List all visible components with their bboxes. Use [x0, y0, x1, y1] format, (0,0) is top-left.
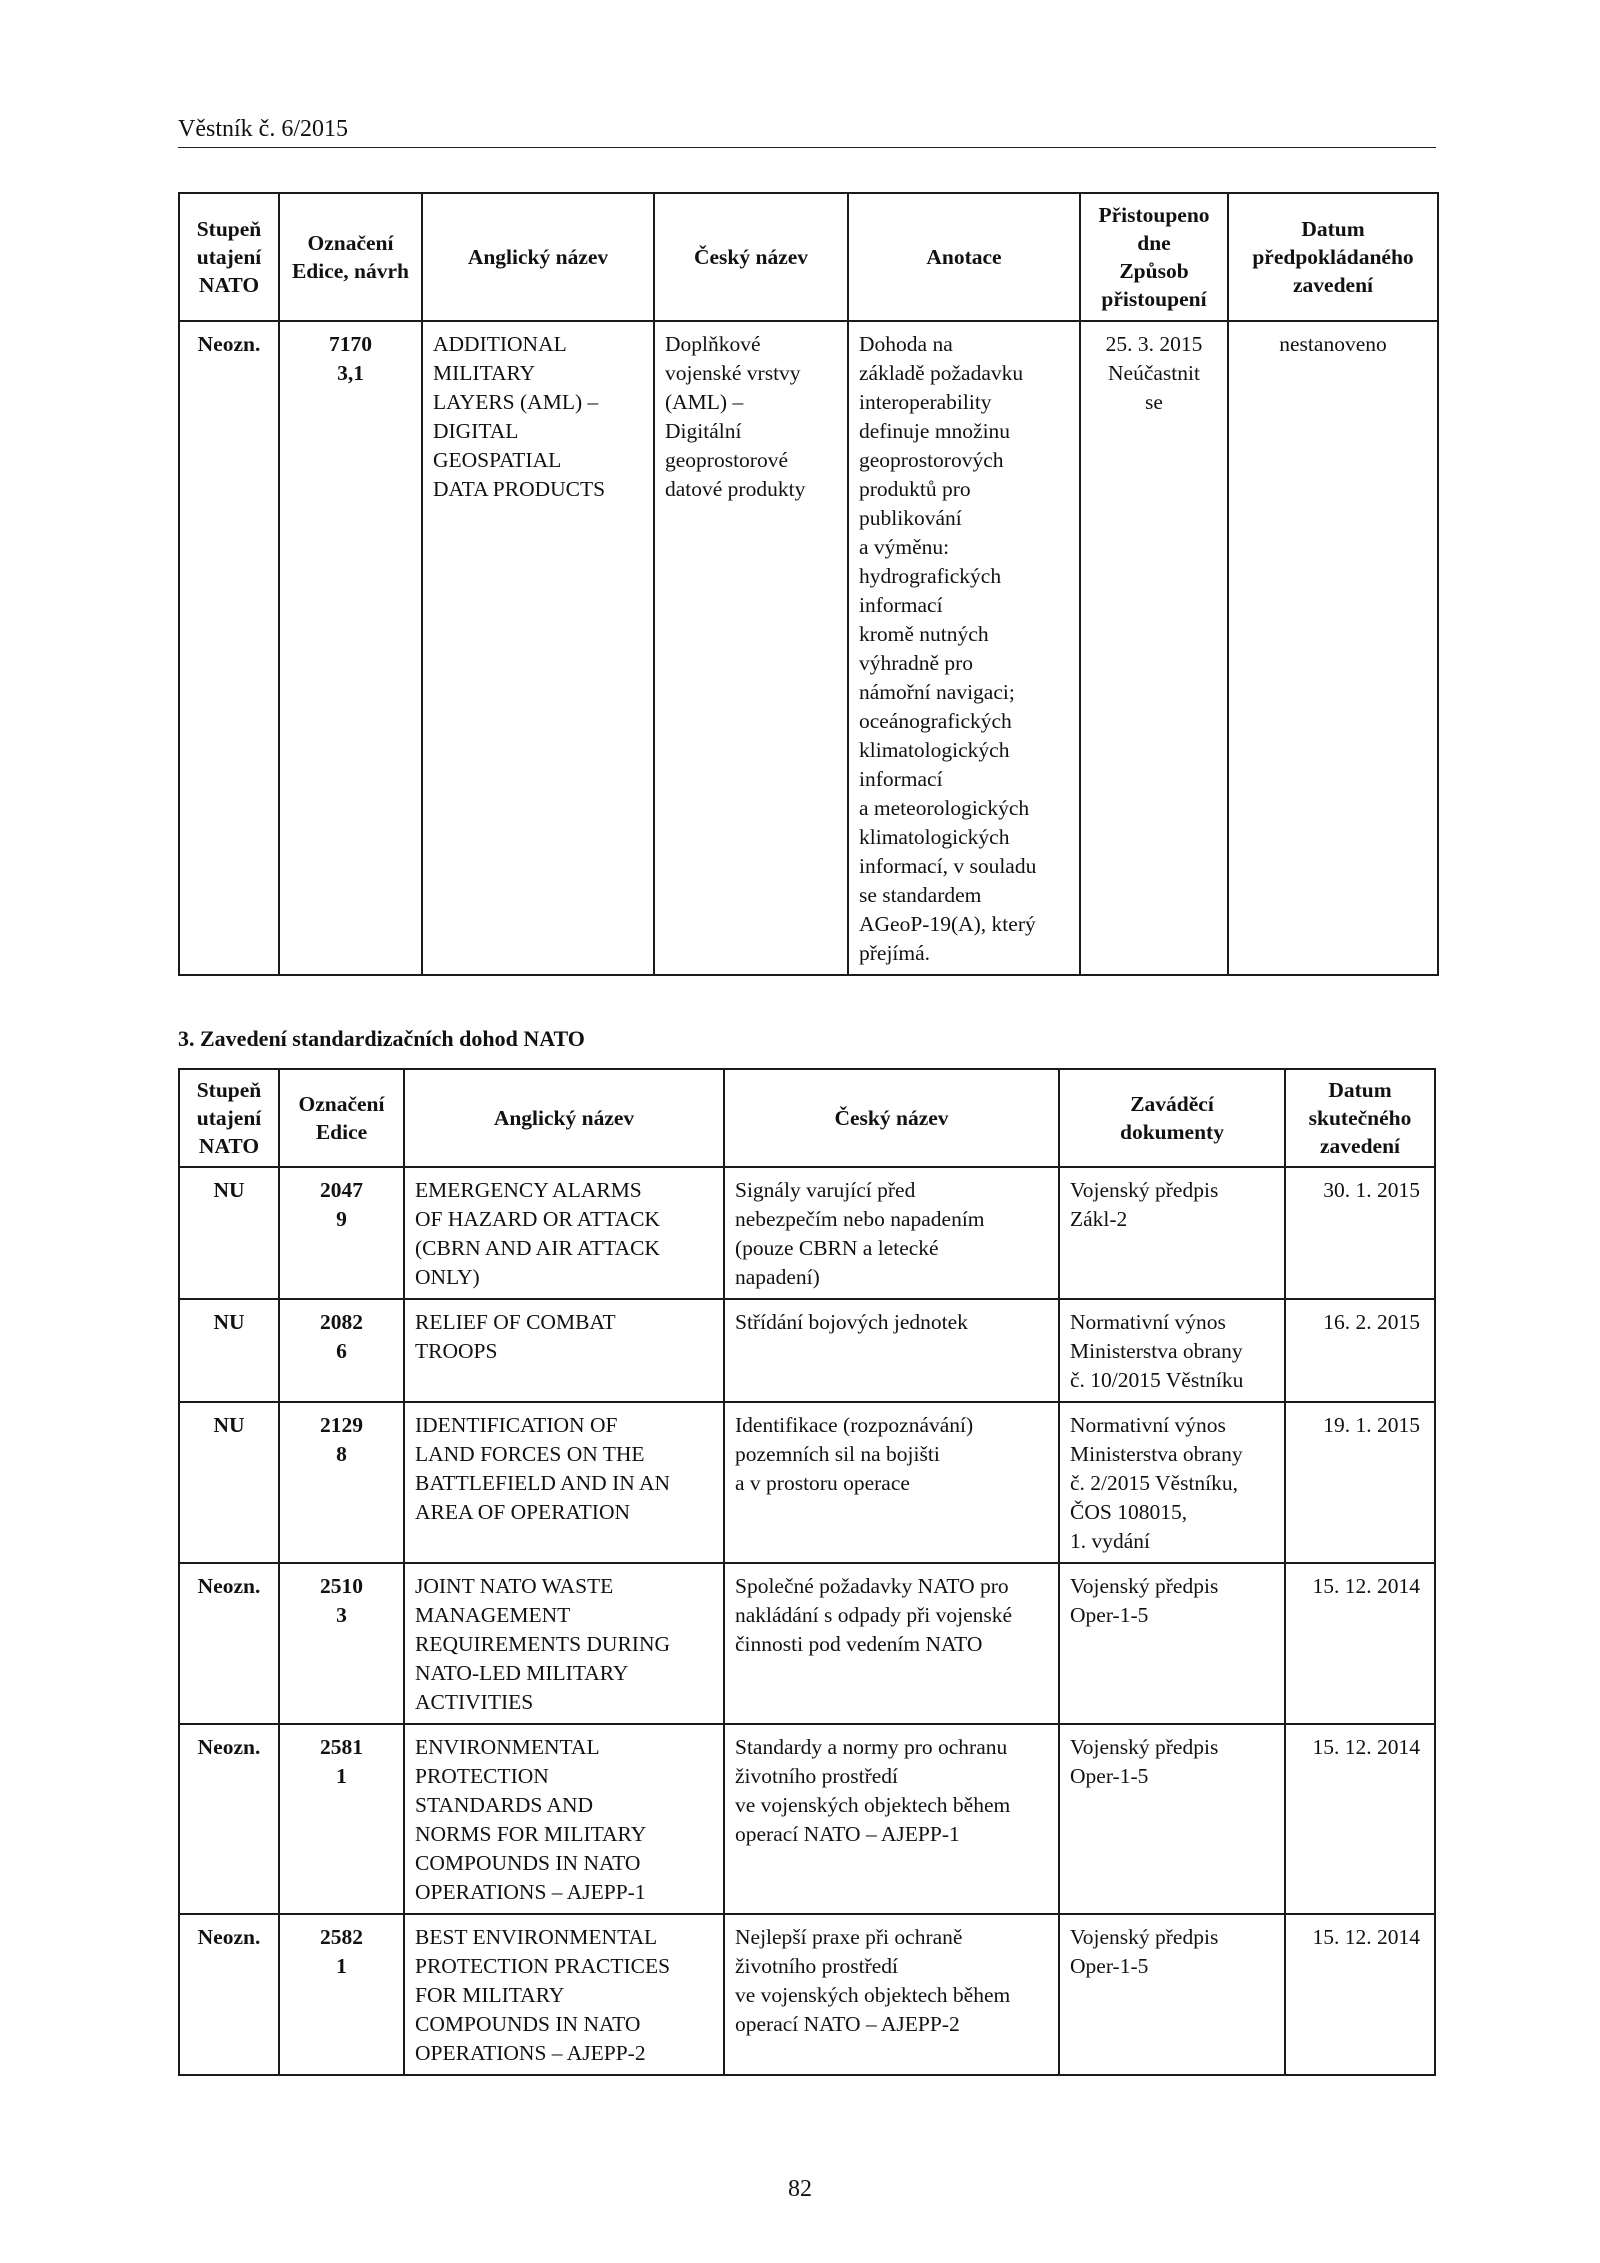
- header-cell: [404, 1069, 724, 1167]
- cell-text-line: výhradně pro: [859, 651, 974, 675]
- cell-text-line: JOINT NATO WASTE: [415, 1574, 614, 1598]
- cell-text-line: Oper-1-5: [1070, 1954, 1149, 1978]
- cell-text-line: MILITARY: [433, 361, 536, 385]
- cell-text-line: se standardem: [859, 883, 982, 907]
- cell-text-line: (AML) –: [665, 390, 744, 414]
- header-cell: [848, 193, 1080, 321]
- cell-text-line: 25. 3. 2015: [1105, 332, 1203, 356]
- cell-text-line: životního prostředí: [735, 1954, 899, 1978]
- cell-text-line: AGeoP-19(A), který: [859, 912, 1036, 936]
- annotation-cell: [848, 321, 1080, 975]
- date-cell: 16. 2. 2015: [1285, 1299, 1435, 1402]
- cell-text-line: oceánografických: [859, 709, 1012, 733]
- cell-text-line: ve vojenských objektech během: [735, 1793, 1011, 1817]
- classification-cell: Neozn.: [179, 1914, 279, 2075]
- czech-title-cell: [724, 1299, 1059, 1402]
- date-cell: 19. 1. 2015: [1285, 1402, 1435, 1563]
- cell-text-line: předpokládaného: [1252, 245, 1414, 269]
- cell-text-line: geoprostorových: [859, 448, 1004, 472]
- cell-text-line: 2129: [320, 1413, 363, 1437]
- cell-text-line: OF HAZARD OR ATTACK: [415, 1207, 660, 1231]
- cell-text-line: LAND FORCES ON THE: [415, 1442, 645, 1466]
- cell-text-line: přejímá.: [859, 941, 931, 965]
- header-cell: [422, 193, 654, 321]
- cell-text-line: 3,1: [337, 361, 364, 385]
- czech-title-cell: [724, 1914, 1059, 2075]
- classification-cell: Neozn.: [179, 321, 279, 975]
- cell-text-line: a meteorologických: [859, 796, 1030, 820]
- cell-text-line: Anglický název: [467, 245, 609, 269]
- cell-text-line: Identifikace (rozpoznávání): [735, 1413, 974, 1437]
- czech-title-cell: [724, 1167, 1059, 1299]
- header-cell: [724, 1069, 1059, 1167]
- cell-text-line: AREA OF OPERATION: [415, 1500, 631, 1524]
- date-cell: 15. 12. 2014: [1285, 1563, 1435, 1724]
- cell-text-line: ADDITIONAL: [433, 332, 567, 356]
- cell-text-line: NATO: [198, 1134, 260, 1158]
- cell-text-line: NATO-LED MILITARY: [415, 1661, 629, 1685]
- cell-text-line: utajení: [196, 245, 262, 269]
- cell-text-line: ONLY): [415, 1265, 480, 1289]
- cell-text-line: operací NATO – AJEPP-2: [735, 2012, 960, 2036]
- cell-text-line: Dohoda na: [859, 332, 953, 356]
- cell-text-line: Normativní výnos: [1070, 1413, 1226, 1437]
- english-title-cell: [404, 1563, 724, 1724]
- cell-text-line: přistoupení: [1101, 287, 1207, 311]
- documents-cell: [1059, 1402, 1285, 1563]
- czech-title-cell: [724, 1402, 1059, 1563]
- cell-text-line: ČOS 108015,: [1070, 1500, 1188, 1524]
- czech-title-cell: [724, 1724, 1059, 1914]
- cell-text-line: DATA PRODUCTS: [433, 477, 606, 501]
- date-cell: 15. 12. 2014: [1285, 1724, 1435, 1914]
- cell-text-line: NATO: [198, 273, 260, 297]
- cell-text-line: Oper-1-5: [1070, 1764, 1149, 1788]
- cell-text-line: zavedení: [1292, 273, 1374, 297]
- cell-text-line: Digitální: [665, 419, 742, 443]
- cell-text-line: GEOSPATIAL: [433, 448, 562, 472]
- cell-text-line: kromě nutných: [859, 622, 989, 646]
- cell-text-line: TROOPS: [415, 1339, 498, 1363]
- header-cell: [279, 193, 422, 321]
- table-row: [179, 1299, 1435, 1402]
- cell-text-line: ve vojenských objektech během: [735, 1983, 1011, 2007]
- cell-text-line: produktů pro: [859, 477, 971, 501]
- cell-text-line: Nejlepší praxe při ochraně: [735, 1925, 963, 1949]
- cell-text-line: Standardy a normy pro ochranu: [735, 1735, 1008, 1759]
- cell-text-line: napadení): [735, 1265, 820, 1289]
- header-cell: [179, 193, 279, 321]
- cell-text-line: DIGITAL: [433, 419, 519, 443]
- cell-text-line: RELIEF OF COMBAT: [415, 1310, 616, 1334]
- table-row: [179, 1724, 1435, 1914]
- cell-text-line: Signály varující před: [735, 1178, 916, 1202]
- cell-text-line: Zákl-2: [1070, 1207, 1128, 1231]
- cell-text-line: BEST ENVIRONMENTAL: [415, 1925, 658, 1949]
- cell-text-line: Vojenský předpis: [1070, 1735, 1219, 1759]
- documents-cell: [1059, 1914, 1285, 2075]
- cell-text-line: Datum: [1328, 1078, 1392, 1102]
- table-row: [179, 1167, 1435, 1299]
- cell-text-line: utajení: [196, 1106, 262, 1130]
- cell-text-line: 9: [336, 1207, 347, 1231]
- cell-text-line: 7170: [329, 332, 372, 356]
- cell-text-line: 2582: [320, 1925, 363, 1949]
- documents-cell: [1059, 1167, 1285, 1299]
- documents-cell: [1059, 1299, 1285, 1402]
- cell-text-line: COMPOUNDS IN NATO: [415, 1851, 641, 1875]
- cell-text-line: Datum: [1301, 217, 1365, 241]
- section-title: 3. Zavedení standardizačních dohod NATO: [178, 1026, 585, 1051]
- designation-cell: [279, 321, 422, 975]
- header-cell: [654, 193, 848, 321]
- journal-title: Věstník č. 6/2015: [178, 116, 348, 142]
- documents-cell: [1059, 1724, 1285, 1914]
- cell-text-line: činnosti pod vedením NATO: [735, 1632, 983, 1656]
- designation-cell: [279, 1167, 404, 1299]
- cell-text-line: Stupeň: [196, 1078, 262, 1102]
- designation-cell: [279, 1724, 404, 1914]
- accession-cell: [1080, 321, 1228, 975]
- table-row: [179, 1914, 1435, 2075]
- cell-text-line: Doplňkové: [665, 332, 761, 356]
- cell-text-line: informací: [859, 593, 943, 617]
- header-cell: [179, 1069, 279, 1167]
- cell-text-line: PROTECTION PRACTICES: [415, 1954, 671, 1978]
- cell-text-line: FOR MILITARY: [415, 1983, 565, 2007]
- cell-text-line: zavedení: [1319, 1134, 1401, 1158]
- cell-text-line: Ministerstva obrany: [1070, 1339, 1243, 1363]
- table-row: [179, 1402, 1435, 1563]
- classification-cell: NU: [179, 1299, 279, 1402]
- cell-text-line: Střídání bojových jednotek: [735, 1310, 968, 1334]
- cell-text-line: námořní navigaci;: [859, 680, 1015, 704]
- cell-text-line: 1: [336, 1764, 347, 1788]
- cell-text-line: publikování: [859, 506, 962, 530]
- english-title-cell: [404, 1167, 724, 1299]
- page-number: 82: [788, 2176, 812, 2202]
- cell-text-line: Normativní výnos: [1070, 1310, 1226, 1334]
- cell-text-line: 6: [336, 1339, 347, 1363]
- cell-text-line: informací: [859, 767, 943, 791]
- page-header: [178, 112, 1436, 148]
- cell-text-line: PROTECTION: [415, 1764, 549, 1788]
- cell-text-line: Anglický název: [493, 1106, 635, 1130]
- cell-text-line: Edice, návrh: [291, 259, 410, 283]
- cell-text-line: ACTIVITIES: [415, 1690, 534, 1714]
- cell-text-line: Označení: [298, 1092, 385, 1116]
- cell-text-line: OPERATIONS – AJEPP-1: [415, 1880, 646, 1904]
- designation-cell: [279, 1914, 404, 2075]
- date-cell: nestanoveno: [1228, 321, 1438, 975]
- cell-text-line: 3: [336, 1603, 347, 1627]
- cell-text-line: 2510: [320, 1574, 363, 1598]
- designation-cell: [279, 1563, 404, 1724]
- cell-text-line: Vojenský předpis: [1070, 1178, 1219, 1202]
- cell-text-line: Zaváděcí: [1130, 1092, 1214, 1116]
- english-title-cell: [404, 1724, 724, 1914]
- cell-text-line: Vojenský předpis: [1070, 1574, 1219, 1598]
- classification-cell: NU: [179, 1167, 279, 1299]
- cell-text-line: interoperability: [859, 390, 992, 414]
- czech-title-cell: [654, 321, 848, 975]
- cell-text-line: Neúčastnit: [1108, 361, 1200, 385]
- english-title-cell: [404, 1299, 724, 1402]
- header-cell: [1285, 1069, 1435, 1167]
- cell-text-line: BATTLEFIELD AND IN AN: [415, 1471, 670, 1495]
- cell-text-line: STANDARDS AND: [415, 1793, 594, 1817]
- designation-cell: [279, 1299, 404, 1402]
- cell-text-line: vojenské vrstvy: [665, 361, 801, 385]
- cell-text-line: 2047: [320, 1178, 363, 1202]
- cell-text-line: dokumenty: [1120, 1120, 1224, 1144]
- cell-text-line: definuje množinu: [859, 419, 1011, 443]
- cell-text-line: COMPOUNDS IN NATO: [415, 2012, 641, 2036]
- header-cell: [1228, 193, 1438, 321]
- classification-cell: Neozn.: [179, 1563, 279, 1724]
- cell-text-line: Vojenský předpis: [1070, 1925, 1219, 1949]
- cell-text-line: dne: [1137, 231, 1171, 255]
- cell-text-line: Společné požadavky NATO pro: [735, 1574, 1009, 1598]
- cell-text-line: základě požadavku: [859, 361, 1024, 385]
- cell-text-line: pozemních sil na bojišti: [735, 1442, 940, 1466]
- cell-text-line: skutečného: [1308, 1106, 1412, 1130]
- cell-text-line: Oper-1-5: [1070, 1603, 1149, 1627]
- cell-text-line: nakládání s odpady při vojenské: [735, 1603, 1013, 1627]
- date-cell: 30. 1. 2015: [1285, 1167, 1435, 1299]
- cell-text-line: a výměnu:: [859, 535, 950, 559]
- cell-text-line: OPERATIONS – AJEPP-2: [415, 2041, 646, 2065]
- accession-table: [178, 192, 1439, 976]
- cell-text-line: životního prostředí: [735, 1764, 899, 1788]
- cell-text-line: č. 2/2015 Věstníku,: [1070, 1471, 1239, 1495]
- cell-text-line: Český název: [693, 245, 809, 269]
- cell-text-line: LAYERS (AML) –: [433, 390, 599, 414]
- table-header-row: [179, 193, 1438, 321]
- cell-text-line: Přistoupeno: [1098, 203, 1210, 227]
- cell-text-line: se: [1145, 390, 1163, 414]
- cell-text-line: nebezpečím nebo napadením: [735, 1207, 985, 1231]
- cell-text-line: Edice: [315, 1120, 368, 1144]
- cell-text-line: Ministerstva obrany: [1070, 1442, 1243, 1466]
- classification-cell: Neozn.: [179, 1724, 279, 1914]
- designation-cell: [279, 1402, 404, 1563]
- cell-text-line: REQUIREMENTS DURING: [415, 1632, 671, 1656]
- cell-text-line: 8: [336, 1442, 347, 1466]
- header-cell: [1080, 193, 1228, 321]
- cell-text-line: IDENTIFICATION OF: [415, 1413, 618, 1437]
- cell-text-line: klimatologických: [859, 738, 1010, 762]
- stanag-table: [178, 1068, 1436, 2076]
- cell-text-line: č. 10/2015 Věstníku: [1070, 1368, 1244, 1392]
- cell-text-line: operací NATO – AJEPP-1: [735, 1822, 960, 1846]
- cell-text-line: Označení: [307, 231, 394, 255]
- table-row: [179, 1563, 1435, 1724]
- cell-text-line: 1: [336, 1954, 347, 1978]
- cell-text-line: 1. vydání: [1070, 1529, 1151, 1553]
- cell-text-line: hydrografických: [859, 564, 1002, 588]
- english-title-cell: [404, 1402, 724, 1563]
- cell-text-line: Způsob: [1119, 259, 1189, 283]
- cell-text-line: (CBRN AND AIR ATTACK: [415, 1236, 660, 1260]
- czech-title-cell: [724, 1563, 1059, 1724]
- cell-text-line: 2082: [320, 1310, 363, 1334]
- classification-cell: NU: [179, 1402, 279, 1563]
- cell-text-line: Anotace: [926, 245, 1002, 269]
- cell-text-line: (pouze CBRN a letecké: [735, 1236, 939, 1260]
- cell-text-line: datové produkty: [665, 477, 806, 501]
- documents-cell: [1059, 1563, 1285, 1724]
- cell-text-line: klimatologických: [859, 825, 1010, 849]
- cell-text-line: ENVIRONMENTAL: [415, 1735, 600, 1759]
- header-cell: [279, 1069, 404, 1167]
- english-title-cell: [404, 1914, 724, 2075]
- cell-text-line: a v prostoru operace: [735, 1471, 910, 1495]
- cell-text-line: informací, v souladu: [859, 854, 1037, 878]
- header-cell: [1059, 1069, 1285, 1167]
- table-row: [179, 321, 1438, 975]
- date-cell: 15. 12. 2014: [1285, 1914, 1435, 2075]
- cell-text-line: EMERGENCY ALARMS: [415, 1178, 642, 1202]
- cell-text-line: Stupeň: [196, 217, 262, 241]
- cell-text-line: MANAGEMENT: [415, 1603, 571, 1627]
- cell-text-line: 2581: [320, 1735, 363, 1759]
- table-header-row: [179, 1069, 1435, 1167]
- english-title-cell: [422, 321, 654, 975]
- cell-text-line: geoprostorové: [665, 448, 788, 472]
- cell-text-line: Český název: [834, 1106, 949, 1130]
- cell-text-line: NORMS FOR MILITARY: [415, 1822, 647, 1846]
